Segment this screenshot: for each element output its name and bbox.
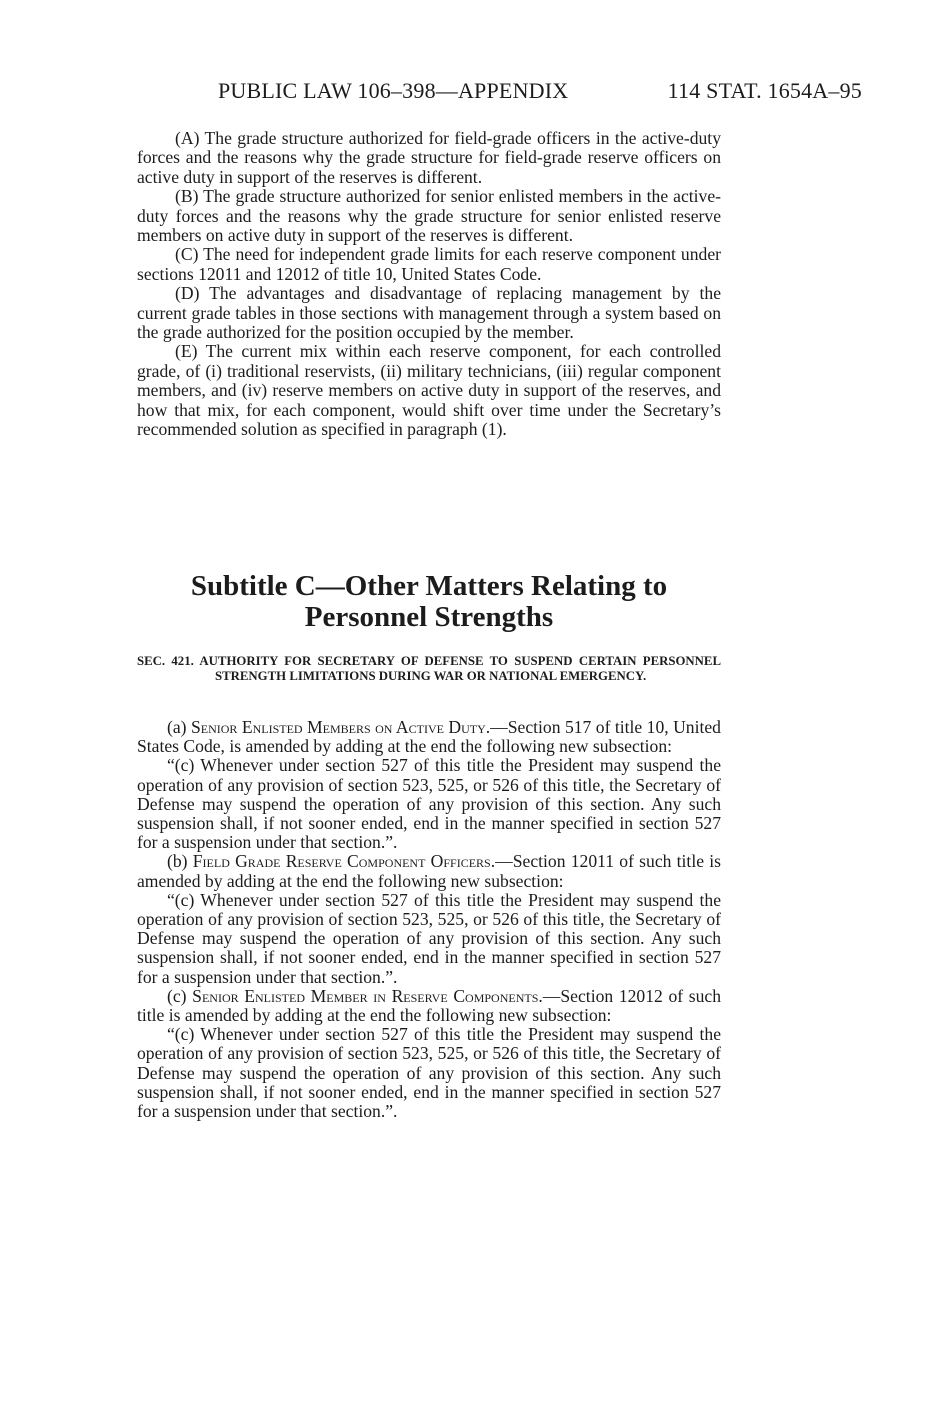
subsection-b-label: (b) (167, 851, 193, 872)
subsection-b-quote: “(c) Whenever under section 527 of this title the President may suspend the operation of any provision of section 523, 525, or 526 of this title, the Secretary of Defense may suspend the operation of any provision of this section. Any such suspension shall, if not sooner ended, end in the manner specified in section 527 for a suspension under that section.”. (137, 889, 721, 987)
subsection-c-quote: “(c) Whenever under section 527 of this title the President may suspend the operation of any provision of section 523, 525, or 526 of this title, the Secretary of Defense may suspend the operation of any provision of this section. Any such suspension shall, if not sooner ended, end in the manner specified in section 527 for a suspension under that section.”. (137, 1024, 721, 1122)
subsection-a-text: .—Section 517 of title 10, United States Code, is amended by adding at the end the following new subsection: (137, 717, 721, 757)
paragraph-a: (A) The grade structure authorized for field-grade officers in the active-duty forces and the reasons why the grade structure for field-grade reserve officers on active duty in support of the reserves is different. (137, 128, 721, 187)
subsection-b (137, 852, 721, 890)
subsection-a-quote: “(c) Whenever under section 527 of this title the President may suspend the operation of any provision of section 523, 525, or 526 of this title, the Secretary of Defense may suspend the operation of any provision of this section. Any such suspension shall, if not sooner ended, end in the manner specified in section 527 for a suspension under that section.”. (137, 755, 721, 853)
section-body (137, 718, 721, 1121)
subtitle-line-1: Subtitle C—Other Matters Relating to (190, 570, 668, 602)
subtitle-line-2: Personnel Strengths (304, 601, 554, 633)
subsection-b-heading: Field Grade Reserve Component Officers (192, 851, 491, 872)
paragraph-c: (C) The need for independent grade limits for each reserve component under sections 12011 and 12012 of title 10, United States Code. (137, 244, 721, 284)
section-heading: SEC. 421. AUTHORITY FOR SECRETARY OF DEFENSE TO SUSPEND CERTAIN PERSONNEL STRENGTH LIMITATIONS DURING WAR OR NATIONAL EMERGENCY. (137, 654, 721, 684)
subtitle-heading (137, 571, 721, 633)
subsection-c (137, 987, 721, 1025)
header-stat-page: 114 STAT. 1654A–95 (667, 78, 862, 103)
requirements-list (137, 129, 721, 440)
paragraph-e: (E) The current mix within each reserve component, for each controlled grade, of (i) traditional reservists, (ii) military technicians, (iii) regular component members, and (iv) reserve members on active duty in support of the reserves, and how that mix, for each component, would shift over time under the Secretary’s recommended solution as specified in paragraph (1). (137, 341, 721, 440)
paragraph-b: (B) The grade structure authorized for senior enlisted members in the active-duty forces and the reasons why the grade structure for senior enlisted reserve members on active duty in support of the reserves is different. (137, 186, 721, 246)
subsection-c-text: .—Section 12012 of such title is amended by adding at the end the following new subsection: (137, 985, 721, 1026)
subsection-c-label: (c) (167, 985, 193, 1006)
paragraph-d: (D) The advantages and disadvantage of replacing management by the current grade tables in those sections with management through a system based on the grade authorized for the position occupied by the member. (137, 283, 721, 343)
subsection-c-heading: Senior Enlisted Member in Reserve Components (192, 985, 539, 1006)
subsection-b-text: .—Section 12011 of such title is amended by adding at the end the following new subsection: (137, 851, 721, 891)
subsection-a-label: (a) (167, 717, 191, 737)
subsection-a (137, 718, 721, 756)
subsection-a-heading: Senior Enlisted Members on Active Duty (190, 717, 486, 737)
header-law-title: PUBLIC LAW 106–398—APPENDIX (218, 78, 569, 103)
